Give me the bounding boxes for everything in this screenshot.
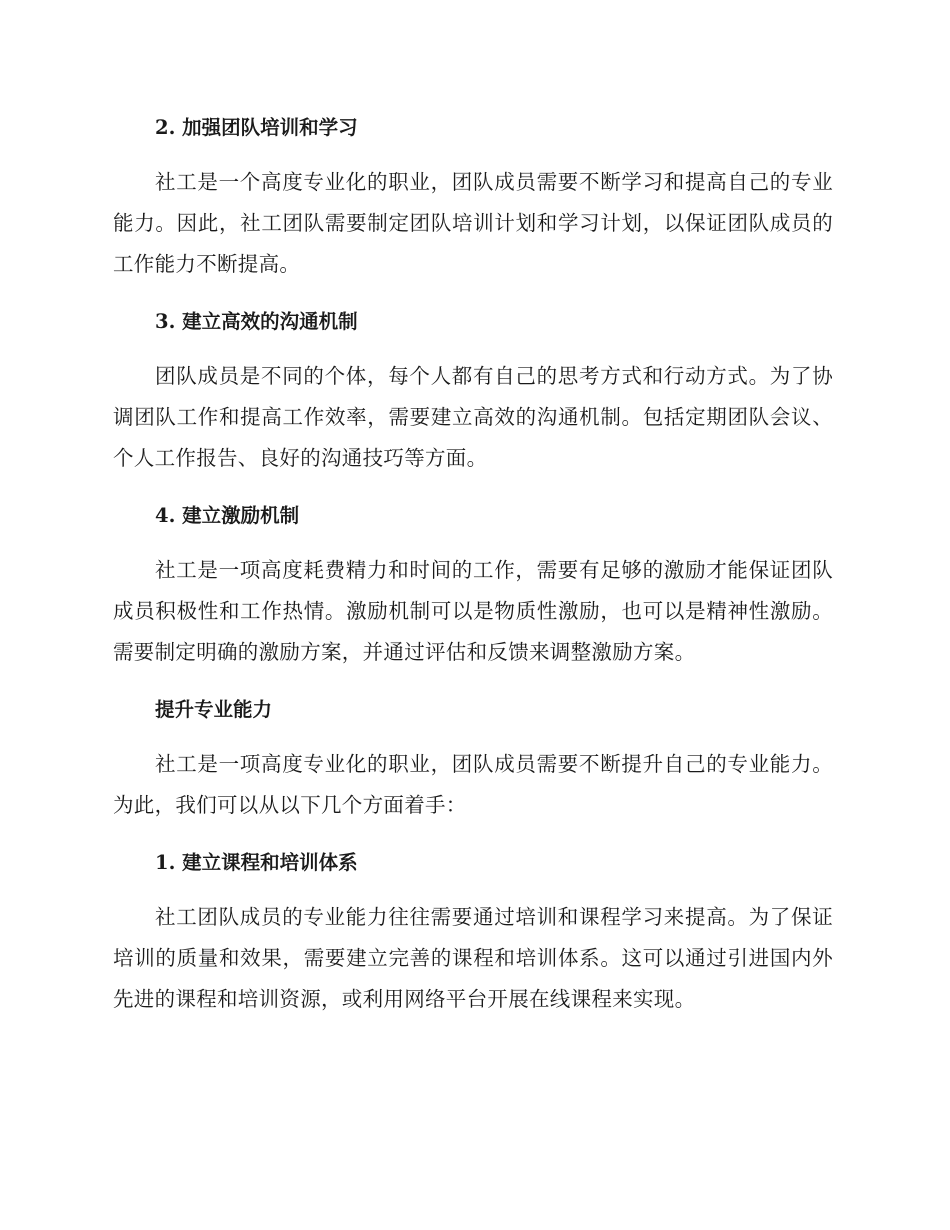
section-paragraph: 社工是一个高度专业化的职业，团队成员需要不断学习和提高自己的专业能力。因此，社工团队需要制定团队培训计划和学习计划，以保证团队成员的工作能力不断提高。 xyxy=(113,170,833,276)
section-heading: 2. 加强团队培训和学习 xyxy=(155,116,358,139)
section-paragraph: 团队成员是不同的个体，每个人都有自己的思考方式和行动方式。为了协调团队工作和提高工作效率，需要建立高效的沟通机制。包括定期团队会议、个人工作报告、良好的沟通技巧等方面。 xyxy=(113,364,833,470)
section-paragraph: 社工是一项高度专业化的职业，团队成员需要不断提升自己的专业能力。为此，我们可以从以下几个方面着手： xyxy=(113,752,833,817)
section-paragraph: 社工是一项高度耗费精力和时间的工作，需要有足够的激励才能保证团队成员积极性和工作热情。激励机制可以是物质性激励，也可以是精神性激励。需要制定明确的激励方案，并通过评估和反馈来调整激励方案。 xyxy=(113,558,833,664)
section-heading: 3. 建立高效的沟通机制 xyxy=(155,310,358,333)
section-heading: 4. 建立激励机制 xyxy=(155,504,300,527)
section-heading: 提升专业能力 xyxy=(155,698,273,721)
section-paragraph: 社工团队成员的专业能力往往需要通过培训和课程学习来提高。为了保证培训的质量和效果，需要建立完善的课程和培训体系。这可以通过引进国内外先进的课程和培训资源，或利用网络平台开展在线课程来实现。 xyxy=(113,905,833,1011)
document-page xyxy=(113,108,833,1020)
section-heading: 1. 建立课程和培训体系 xyxy=(155,851,358,874)
